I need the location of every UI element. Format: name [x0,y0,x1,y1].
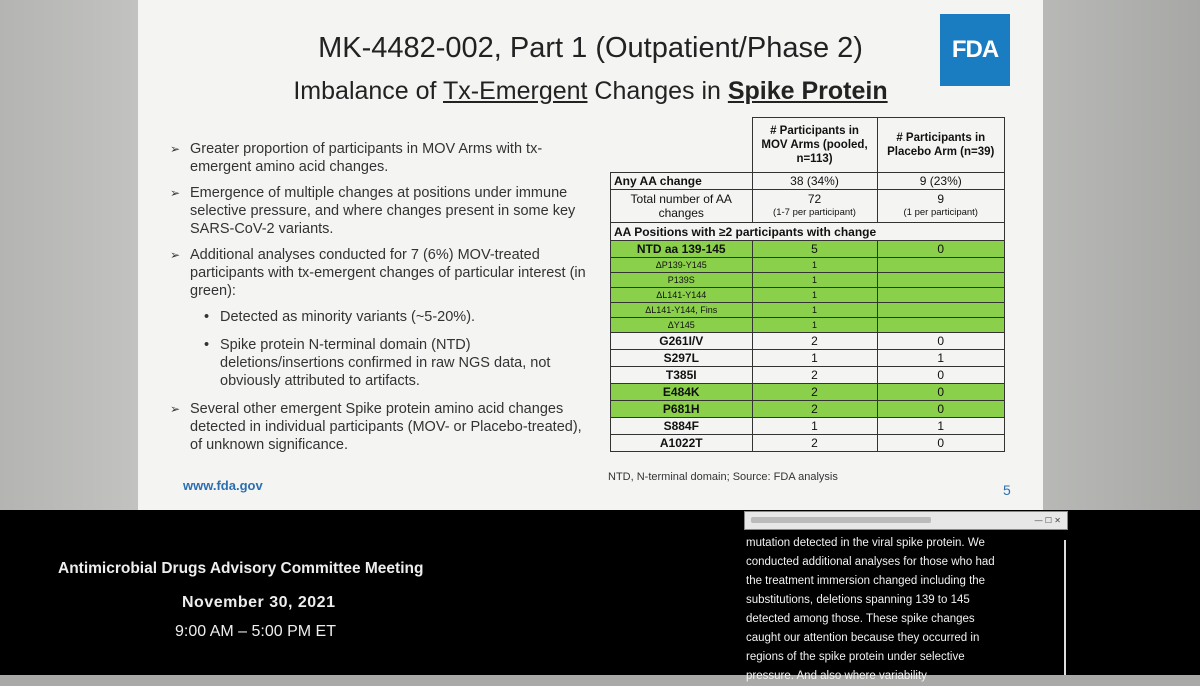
mini-address-bar[interactable] [751,517,931,523]
fda-website-link[interactable]: www.fda.gov [183,478,263,493]
table-row [611,273,1005,288]
header-empty-cell [611,118,753,173]
cell-mov: 1 [752,350,877,367]
total-mov: 72 [807,192,822,206]
table-section-row [611,223,1005,241]
bullet-item [168,246,588,300]
mini-browser-window [744,511,1068,530]
subtitle-part: Changes in [587,77,728,105]
header-placebo: # Participants in Placebo Arm (n=39) [877,118,1005,173]
caption-line: regions of the spike protein under selective [746,651,965,663]
table-row-total [611,190,1005,223]
cell-label: P681H [611,401,753,418]
table-row [611,318,1005,333]
fda-logo: FDA [940,14,1010,86]
meeting-time: 9:00 AM – 5:00 PM ET [175,623,336,640]
cell-label: ΔP139-Y145 [611,258,753,273]
cell-mov: 2 [752,435,877,452]
total-placebo: 9 [937,192,945,206]
cell-mov: 1 [752,258,877,273]
table-row [611,288,1005,303]
subtitle-bold: Spike Protein [727,77,888,105]
bullet-item [168,400,588,454]
cell-placebo: 1 [877,418,1005,435]
caption-line: substitutions, deletions spanning 139 to 145 [746,594,970,606]
page-number: 5 [1003,482,1011,498]
cell-label: S884F [611,418,753,435]
any-label: Any AA change [611,173,753,190]
cell-placebo: 0 [877,241,1005,258]
dot-bullet-icon: • [204,337,210,353]
bullet-list [168,140,588,462]
table-row [611,384,1005,401]
arrow-bullet-icon: ➢ [170,248,181,262]
cell-label: NTD aa 139-145 [611,241,753,258]
spike-protein-table [610,117,1005,452]
source-note: NTD, N-terminal domain; Source: FDA analysis [608,471,838,483]
total-placebo-cell [877,190,1005,223]
table-row [611,418,1005,435]
caption-line: conducted additional analyses for those who had [746,556,995,568]
cell-label: G261I/V [611,333,753,350]
cell-label: P139S [611,273,753,288]
cell-mov: 2 [752,367,877,384]
arrow-bullet-icon: ➢ [170,186,181,200]
table-header-row [611,118,1005,173]
cell-placebo: 0 [877,333,1005,350]
cell-label: ΔY145 [611,318,753,333]
bullet-text: Emergence of multiple changes at positions under immune selective pressure, and where changes present in some key SARS-CoV-2 variants. [190,185,576,237]
cell-label: S297L [611,350,753,367]
subtitle-underlined: Tx-Emergent [443,77,588,105]
background-right [1043,0,1200,510]
cell-label: ΔL141-Y144 [611,288,753,303]
meeting-date: November 30, 2021 [182,594,336,611]
slide-subtitle [138,77,1043,106]
any-mov: 38 (34%) [752,173,877,190]
arrow-bullet-icon: ➢ [170,142,181,156]
cell-label: T385I [611,367,753,384]
cell-mov: 2 [752,401,877,418]
cell-label: E484K [611,384,753,401]
sub-bullet-text: Spike protein N-terminal domain (NTD) deletions/insertions confirmed in raw NGS data, not obviously attributed to artifacts. [220,337,551,389]
total-placebo-sub: (1 per participant) [903,207,978,218]
meeting-name: Antimicrobial Drugs Advisory Committee Meeting [58,560,424,577]
cell-placebo: 0 [877,384,1005,401]
table-row-any [611,173,1005,190]
live-captions [746,534,1046,682]
bullet-item [168,140,588,176]
subtitle-part: Imbalance of [293,77,443,105]
caption-line: the treatment immersion changed including the [746,575,986,587]
cell-placebo [877,258,1005,273]
total-mov-sub: (1-7 per participant) [773,207,856,218]
cell-mov: 1 [752,318,877,333]
bullet-text: Greater proportion of participants in MOV Arms with tx-emergent amino acid changes. [190,141,543,175]
bullet-item [168,184,588,238]
cell-placebo [877,288,1005,303]
caption-line: detected among those. These spike changes [746,613,975,625]
arrow-bullet-icon: ➢ [170,402,181,416]
background-left [0,0,138,510]
total-label: Total number of AA changes [611,190,753,223]
total-mov-cell [752,190,877,223]
cell-mov: 1 [752,273,877,288]
cell-mov: 2 [752,333,877,350]
table-row [611,367,1005,384]
cell-mov: 5 [752,241,877,258]
cell-placebo [877,303,1005,318]
cell-mov: 1 [752,288,877,303]
cell-placebo: 0 [877,367,1005,384]
captions-scrollbar[interactable] [1064,540,1066,675]
table-row [611,435,1005,452]
cell-mov: 1 [752,418,877,435]
presentation-slide [138,0,1043,510]
cell-placebo: 0 [877,401,1005,418]
header-mov: # Participants in MOV Arms (pooled, n=113) [752,118,877,173]
section-label: AA Positions with ≥2 participants with change [611,223,1005,241]
sub-bullet-item [168,336,588,390]
table-row [611,350,1005,367]
table-row [611,401,1005,418]
table-row [611,303,1005,318]
cell-label: A1022T [611,435,753,452]
dot-bullet-icon: • [204,309,210,325]
table-row [611,258,1005,273]
any-placebo: 9 (23%) [877,173,1005,190]
cell-placebo: 0 [877,435,1005,452]
cell-placebo [877,318,1005,333]
cell-label: ΔL141-Y144, Fins [611,303,753,318]
cell-mov: 1 [752,303,877,318]
bullet-text: Additional analyses conducted for 7 (6%) MOV-treated participants with tx-emergent changes of particular interest (in green): [190,247,586,299]
table-row [611,241,1005,258]
table-row [611,333,1005,350]
sub-bullet-text: Detected as minority variants (~5-20%). [220,309,476,325]
slide-title: MK-4482-002, Part 1 (Outpatient/Phase 2) [318,32,863,64]
sub-bullet-item [168,308,588,326]
mini-window-controls[interactable]: — ☐ ✕ [1034,516,1061,525]
caption-line: caught our attention because they occurred in [746,632,980,644]
cell-placebo [877,273,1005,288]
caption-line: pressure. And also where variability [746,670,927,682]
bullet-text: Several other emergent Spike protein amino acid changes detected in individual participants (MOV- or Placebo-treated), of unknown significance. [190,401,582,453]
caption-line: mutation detected in the viral spike protein. We [746,537,985,549]
cell-mov: 2 [752,384,877,401]
cell-placebo: 1 [877,350,1005,367]
